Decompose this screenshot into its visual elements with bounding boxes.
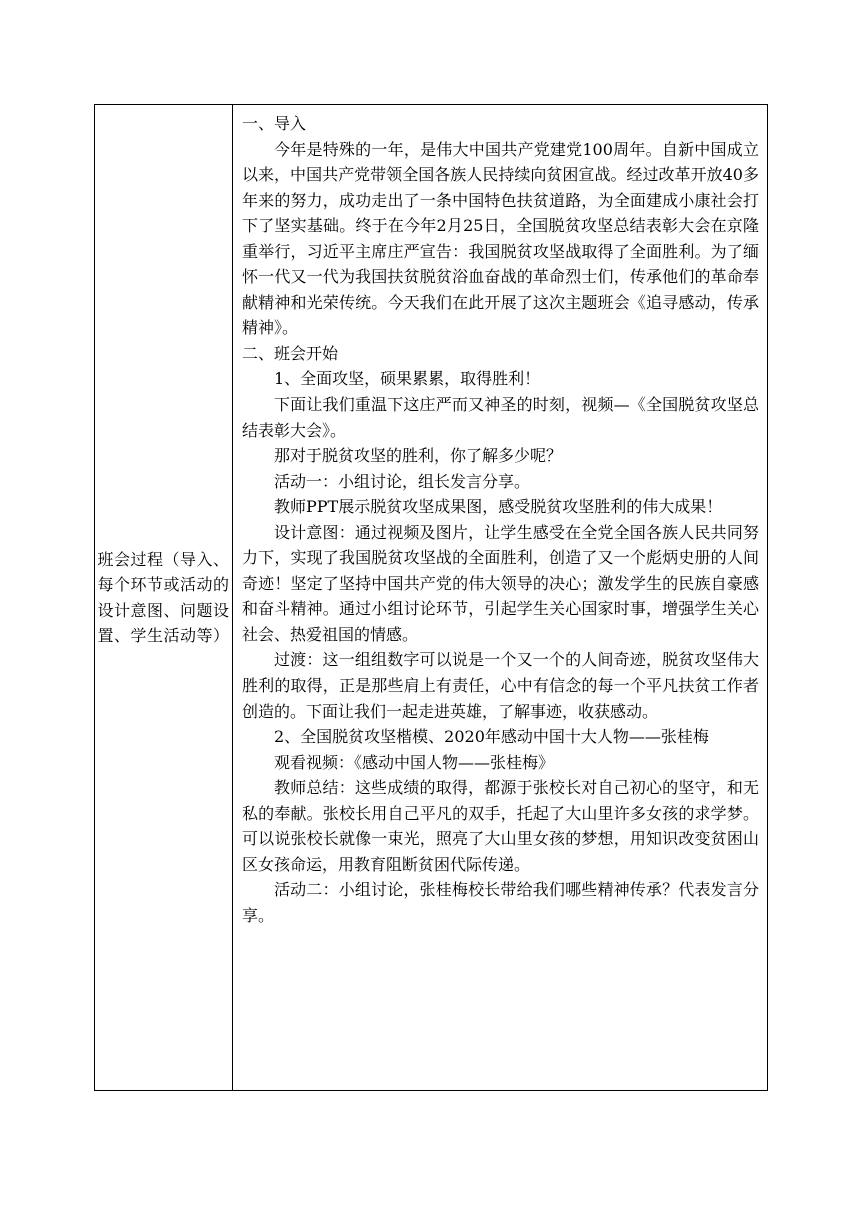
content-paragraph: 一、导入 <box>242 114 307 133</box>
content-paragraph: 过渡：这一组组数字可以说是一个又一个的人间奇迹，脱贫攻坚伟大胜利的取得，正是那些肩上有责任，心中有信念的每一个平凡扶贫工作者创造的。下面让我们一起走进英雄，了解事迹，收获感动。 <box>242 650 759 721</box>
content-paragraph: 1、全面攻坚，硕果累累，取得胜利！ <box>274 369 541 389</box>
lesson-plan-table <box>94 104 768 1091</box>
content-paragraph: 那对于脱贫攻坚的胜利，你了解多少呢？ <box>274 446 563 466</box>
content-paragraph: 观看视频：《感动中国人物——张桂梅》 <box>274 752 555 772</box>
content-paragraph: 教师总结：这些成绩的取得，都源于张校长对自己初心的坚守，和无私的奉献。张校长用自己平凡的双手，托起了大山里许多女孩的求学梦。可以说张校长就像一束光，照亮了大山里女孩的梦想，用知识改变贫困山区女孩命运，用教育阻断贫困代际传递。 <box>242 778 759 874</box>
content-paragraph: 下面让我们重温下这庄严而又神圣的时刻，视频—《全国脱贫攻坚总结表彰大会》。 <box>242 395 759 440</box>
table-row <box>95 105 768 1091</box>
row-label-cell <box>95 105 233 1091</box>
content-paragraph: 活动二：小组讨论，张桂梅校长带给我们哪些精神传承？代表发言分享。 <box>242 880 759 925</box>
content-paragraph: 设计意图：通过视频及图片，让学生感受在全党全国各族人民共同努力下，实现了我国脱贫攻坚战的全面胜利，创造了又一个彪炳史册的人间奇迹！坚定了坚持中国共产党的伟大领导的决心；激发学生的民族自豪感和奋斗精神。通过小组讨论环节，引起学生关心国家时事，增强学生关心社会、热爱祖国的情感。 <box>242 522 759 644</box>
content-paragraph: 今年是特殊的一年，是伟大中国共产党建党100周年。自新中国成立以来，中国共产党带领全国各族人民持续向贫困宣战。经过改革开放40多年来的努力，成功走出了一条中国特色扶贫道路，为全面建成小康社会打下了坚实基础。终于在今年2月25日，全国脱贫攻坚总结表彰大会在京隆重举行，习近平主席庄严宣告：我国脱贫攻坚战取得了全面胜利。为了缅怀一代又一代为我国扶贫脱贫浴血奋战的革命烈士们，传承他们的革命奉献精神和光荣传统。今天我们在此开展了这次主题班会《追寻感动，传承精神》。 <box>242 139 759 338</box>
content-paragraph: 二、班会开始 <box>242 343 339 363</box>
content-paragraph: 2、全国脱贫攻坚楷模、2020年感动中国十大人物——张桂梅 <box>274 727 709 747</box>
row-content-cell <box>233 105 768 1091</box>
row-label: 班会过程（导入、每个环节或活动的设计意图、问题设置、学生活动等） <box>97 549 230 645</box>
content-paragraph: 活动一：小组讨论，组长发言分享。 <box>274 471 531 491</box>
content-paragraph: 教师PPT展示脱贫攻坚成果图，感受脱贫攻坚胜利的伟大成果！ <box>274 497 723 517</box>
content-body <box>233 105 767 929</box>
